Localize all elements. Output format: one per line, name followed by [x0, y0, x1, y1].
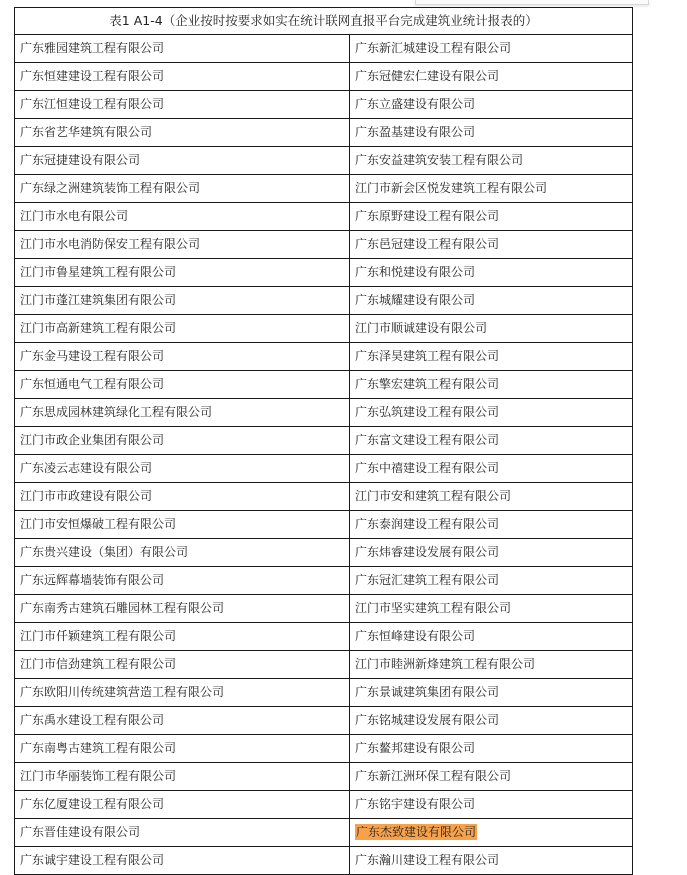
company-name-cell-left: 广东省艺华建筑有限公司 — [15, 119, 350, 147]
company-name-cell-right: 江门市坚实建筑工程有限公司 — [350, 595, 633, 623]
company-name-cell-left: 广东凌云志建设有限公司 — [15, 455, 350, 483]
company-name-cell-left: 江门市水电有限公司 — [15, 203, 350, 231]
table-row — [15, 539, 633, 567]
table-title: 表1 A1-4（企业按时按要求如实在统计联网直报平台完成建筑业统计报表的） — [15, 8, 633, 35]
table-row — [15, 847, 633, 875]
table-row — [15, 35, 633, 63]
table-row — [15, 147, 633, 175]
table-row — [15, 371, 633, 399]
table-row — [15, 483, 633, 511]
table-row — [15, 427, 633, 455]
company-name-cell-right: 广东炜睿建设发展有限公司 — [350, 539, 633, 567]
company-name-cell-left: 江门市政企业集团有限公司 — [15, 427, 350, 455]
company-name-cell-left: 广东绿之洲建筑装饰工程有限公司 — [15, 175, 350, 203]
company-name-cell-right: 广东铭宇建设有限公司 — [350, 791, 633, 819]
company-name-cell-right: 广东景诚建筑集团有限公司 — [350, 679, 633, 707]
table-row — [15, 259, 633, 287]
company-name-cell-right: 广东新江洲环保工程有限公司 — [350, 763, 633, 791]
company-name-cell-right: 广东城耀建设有限公司 — [350, 287, 633, 315]
company-name-cell-left: 广东远辉幕墙装饰有限公司 — [15, 567, 350, 595]
company-name-cell-right: 江门市睦洲新烽建筑工程有限公司 — [350, 651, 633, 679]
company-name-cell-left: 广东亿厦建设工程有限公司 — [15, 791, 350, 819]
table-row — [15, 595, 633, 623]
table-row — [15, 707, 633, 735]
company-name-cell-left: 广东禹水建设工程有限公司 — [15, 707, 350, 735]
table-row — [15, 791, 633, 819]
company-name-cell-left: 广东思成园林建筑绿化工程有限公司 — [15, 399, 350, 427]
company-name-cell-right: 广东盈基建设有限公司 — [350, 119, 633, 147]
table-row — [15, 763, 633, 791]
company-name-cell-right: 广东新汇城建设工程有限公司 — [350, 35, 633, 63]
company-name-cell-right: 广东富文建设工程有限公司 — [350, 427, 633, 455]
company-name-cell-left: 江门市蓬江建筑集团有限公司 — [15, 287, 350, 315]
company-name-cell-left: 江门市安恒爆破工程有限公司 — [15, 511, 350, 539]
table-row — [15, 287, 633, 315]
company-name-cell-right: 广东原野建设工程有限公司 — [350, 203, 633, 231]
table-row — [15, 175, 633, 203]
company-name-cell-left: 广东南粤古建筑工程有限公司 — [15, 735, 350, 763]
table-row — [15, 735, 633, 763]
company-name-cell-left: 广东江恒建设工程有限公司 — [15, 91, 350, 119]
table-row — [15, 63, 633, 91]
company-name-cell-left: 广东贵兴建设（集团）有限公司 — [15, 539, 350, 567]
company-name-cell-right: 广东恒峰建设有限公司 — [350, 623, 633, 651]
company-name-cell-right: 江门市安和建筑工程有限公司 — [350, 483, 633, 511]
table-row — [15, 399, 633, 427]
table-row — [15, 567, 633, 595]
company-name-cell-right: 广东弘筑建设工程有限公司 — [350, 399, 633, 427]
table-row — [15, 819, 633, 847]
company-name-cell-right: 江门市顺诚建设有限公司 — [350, 315, 633, 343]
highlighted-company-name: 广东杰致建设有限公司 — [356, 825, 477, 839]
company-table — [14, 7, 633, 875]
overlay-panel-edge — [415, 0, 649, 5]
company-name-cell-left: 江门市水电消防保安工程有限公司 — [15, 231, 350, 259]
table-row — [15, 679, 633, 707]
company-name-cell-right: 广东铭城建设发展有限公司 — [350, 707, 633, 735]
table-row — [15, 651, 633, 679]
table-row — [15, 315, 633, 343]
company-name-cell-right: 广东擎宏建筑工程有限公司 — [350, 371, 633, 399]
table-row — [15, 119, 633, 147]
company-name-cell-right: 广东立盛建设有限公司 — [350, 91, 633, 119]
table-row — [15, 511, 633, 539]
company-name-cell-right: 广东邑冠建设工程有限公司 — [350, 231, 633, 259]
company-name-cell-right: 广东冠汇建筑工程有限公司 — [350, 567, 633, 595]
table-row — [15, 623, 633, 651]
company-name-cell-left: 广东恒通电气工程有限公司 — [15, 371, 350, 399]
company-name-cell-left: 广东雅园建筑工程有限公司 — [15, 35, 350, 63]
company-name-cell-right: 江门市新会区悦发建筑工程有限公司 — [350, 175, 633, 203]
company-name-cell-left: 广东诚宇建设工程有限公司 — [15, 847, 350, 875]
company-name-cell-left: 江门市鲁星建筑工程有限公司 — [15, 259, 350, 287]
company-name-cell-left: 广东金马建设工程有限公司 — [15, 343, 350, 371]
company-name-cell-left: 江门市高新建筑工程有限公司 — [15, 315, 350, 343]
company-name-cell-right: 广东和悦建设有限公司 — [350, 259, 633, 287]
table-row — [15, 343, 633, 371]
company-name-cell-right: 广东安益建筑安装工程有限公司 — [350, 147, 633, 175]
company-name-cell-left: 广东冠捷建设有限公司 — [15, 147, 350, 175]
company-name-cell-right: 广东瀚川建设工程有限公司 — [350, 847, 633, 875]
company-name-cell-right — [350, 819, 633, 847]
table-row — [15, 203, 633, 231]
company-name-cell-right: 广东鳌邦建设有限公司 — [350, 735, 633, 763]
company-name-cell-left: 江门市仟颖建筑工程有限公司 — [15, 623, 350, 651]
company-name-cell-right: 广东冠健宏仁建设有限公司 — [350, 63, 633, 91]
company-name-cell-left: 广东欧阳川传统建筑营造工程有限公司 — [15, 679, 350, 707]
table-row — [15, 91, 633, 119]
company-name-cell-right: 广东中禧建设工程有限公司 — [350, 455, 633, 483]
company-name-cell-left: 广东恒建建设工程有限公司 — [15, 63, 350, 91]
table-title-row — [15, 8, 633, 35]
table-row — [15, 231, 633, 259]
company-name-cell-left: 江门市市政建设有限公司 — [15, 483, 350, 511]
company-name-cell-left: 江门市信劲建筑工程有限公司 — [15, 651, 350, 679]
company-name-cell-left: 江门市华丽装饰工程有限公司 — [15, 763, 350, 791]
company-name-cell-right: 广东泰润建设工程有限公司 — [350, 511, 633, 539]
company-name-cell-right: 广东泽昊建筑工程有限公司 — [350, 343, 633, 371]
company-name-cell-left: 广东南秀古建筑石雕园林工程有限公司 — [15, 595, 350, 623]
company-name-cell-left: 广东晋佳建设有限公司 — [15, 819, 350, 847]
table-row — [15, 455, 633, 483]
